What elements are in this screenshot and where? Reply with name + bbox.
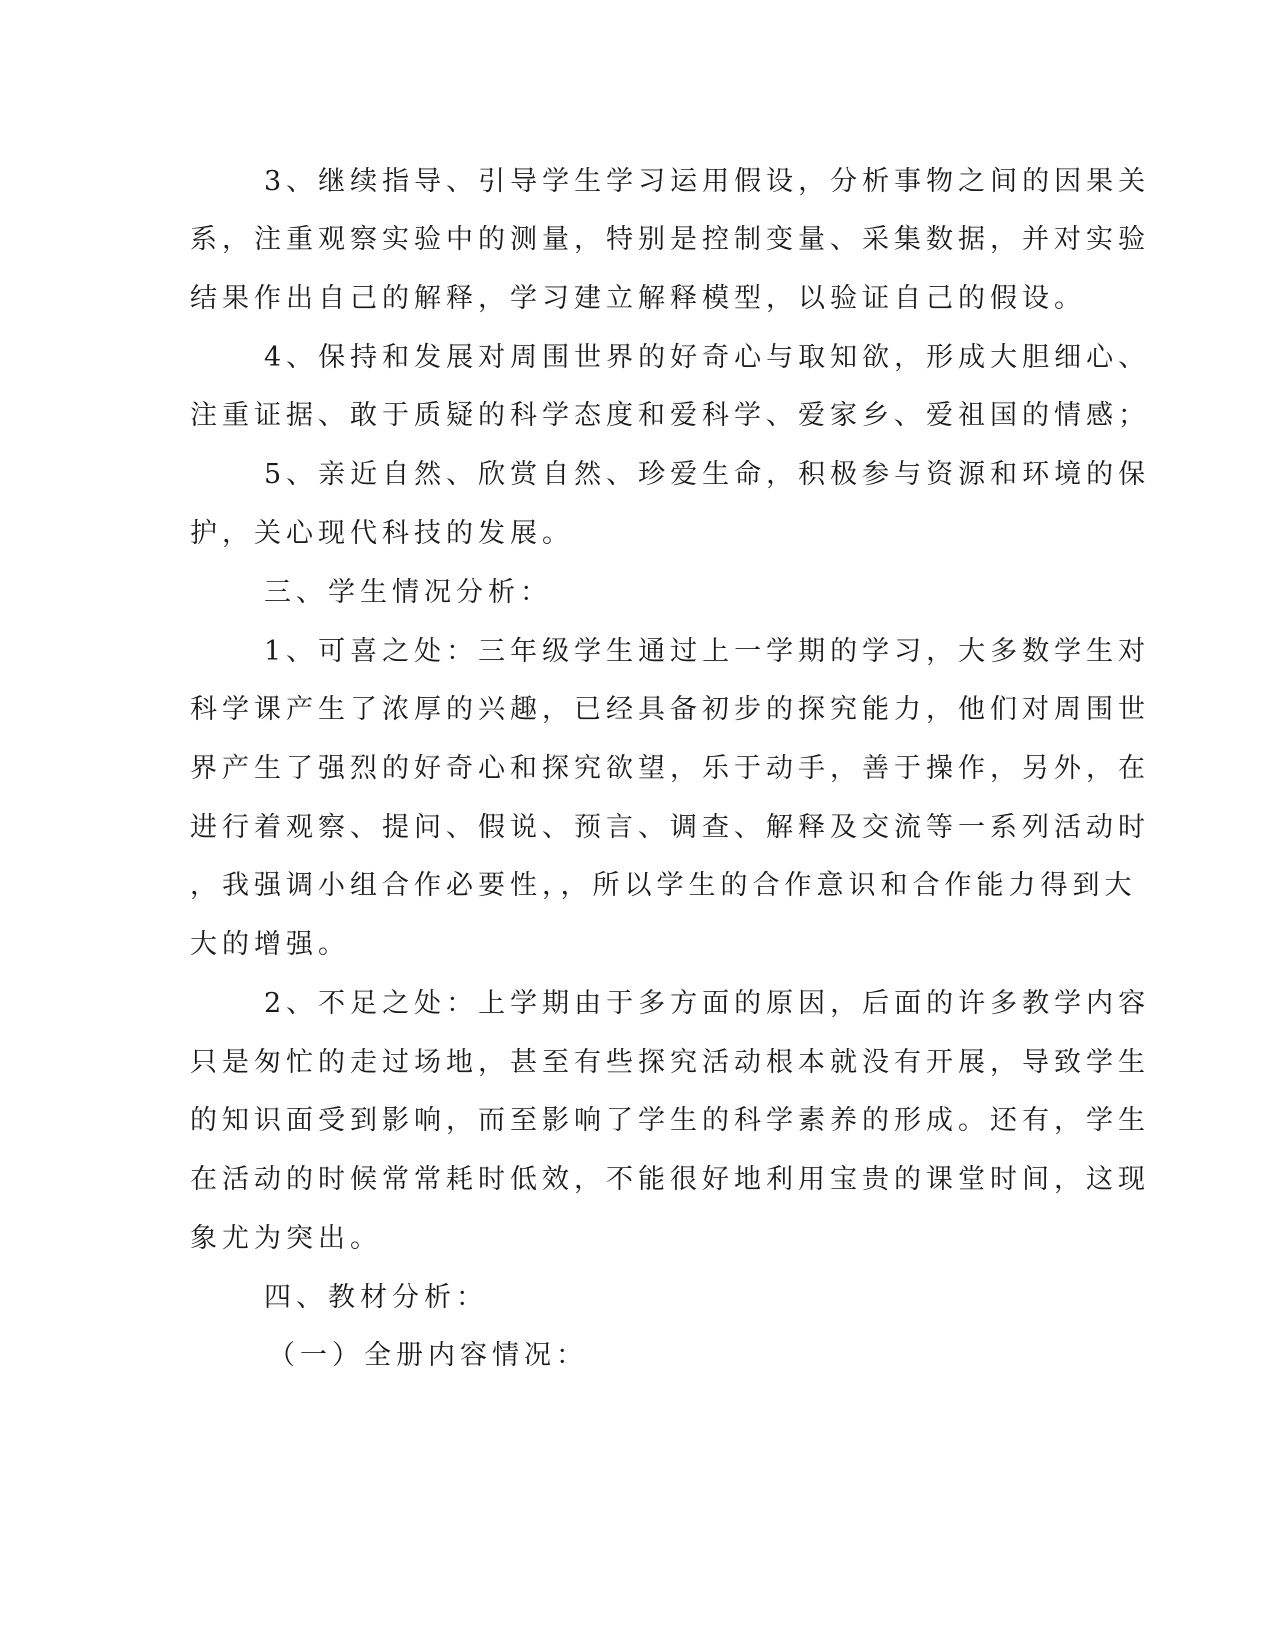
paragraph-5-line-1: 5、亲近自然、欣赏自然、珍爱生命，积极参与资源和环境的保 bbox=[264, 459, 1151, 490]
section-heading-textbook-analysis: 四、教材分析： bbox=[264, 1282, 488, 1313]
paragraph-5-line-2: 护，关心现代科技的发展。 bbox=[190, 518, 574, 549]
paragraph-strengths-line-5: ，我强调小组合作必要性，，所以学生的合作意识和合作能力得到大 bbox=[190, 870, 1137, 901]
paragraph-weaknesses-line-5: 象尤为突出。 bbox=[190, 1223, 382, 1254]
paragraph-3-line-3: 结果作出自己的解释，学习建立解释模型，以验证自己的假设。 bbox=[190, 283, 1086, 314]
paragraph-weaknesses-line-2: 只是匆忙的走过场地，甚至有些探究活动根本就没有开展，导致学生 bbox=[190, 1047, 1150, 1078]
paragraph-strengths-line-6: 大的增强。 bbox=[190, 929, 350, 960]
paragraph-strengths-line-4: 进行着观察、提问、假说、预言、调查、解释及交流等一系列活动时 bbox=[190, 812, 1150, 843]
paragraph-weaknesses-line-3: 的知识面受到影响，而至影响了学生的科学素养的形成。还有，学生 bbox=[190, 1105, 1150, 1136]
paragraph-strengths-line-1: 1、可喜之处：三年级学生通过上一学期的学习，大多数学生对 bbox=[264, 636, 1151, 667]
paragraph-3-line-2: 系，注重观察实验中的测量，特别是控制变量、采集数据，并对实验 bbox=[190, 224, 1150, 255]
document-body bbox=[190, 0, 1151, 1650]
section-heading-student-analysis: 三、学生情况分析： bbox=[264, 577, 552, 608]
paragraph-4-line-1: 4、保持和发展对周围世界的好奇心与取知欲，形成大胆细心、 bbox=[264, 342, 1151, 373]
paragraph-4-line-2: 注重证据、敢于质疑的科学态度和爱科学、爱家乡、爱祖国的情感； bbox=[190, 400, 1150, 431]
paragraph-weaknesses-line-4: 在活动的时候常常耗时低效，不能很好地利用宝贵的课堂时间，这现 bbox=[190, 1164, 1150, 1195]
paragraph-3-line-1: 3、继续指导、引导学生学习运用假设，分析事物之间的因果关 bbox=[264, 166, 1151, 197]
paragraph-weaknesses-line-1: 2、不足之处：上学期由于多方面的原因，后面的许多教学内容 bbox=[264, 988, 1151, 1019]
paragraph-strengths-line-3: 界产生了强烈的好奇心和探究欲望，乐于动手，善于操作，另外，在 bbox=[190, 753, 1150, 784]
subsection-heading-volume-content: （一）全册内容情况： bbox=[268, 1340, 588, 1371]
paragraph-strengths-line-2: 科学课产生了浓厚的兴趣，已经具备初步的探究能力，他们对周围世 bbox=[190, 694, 1150, 725]
